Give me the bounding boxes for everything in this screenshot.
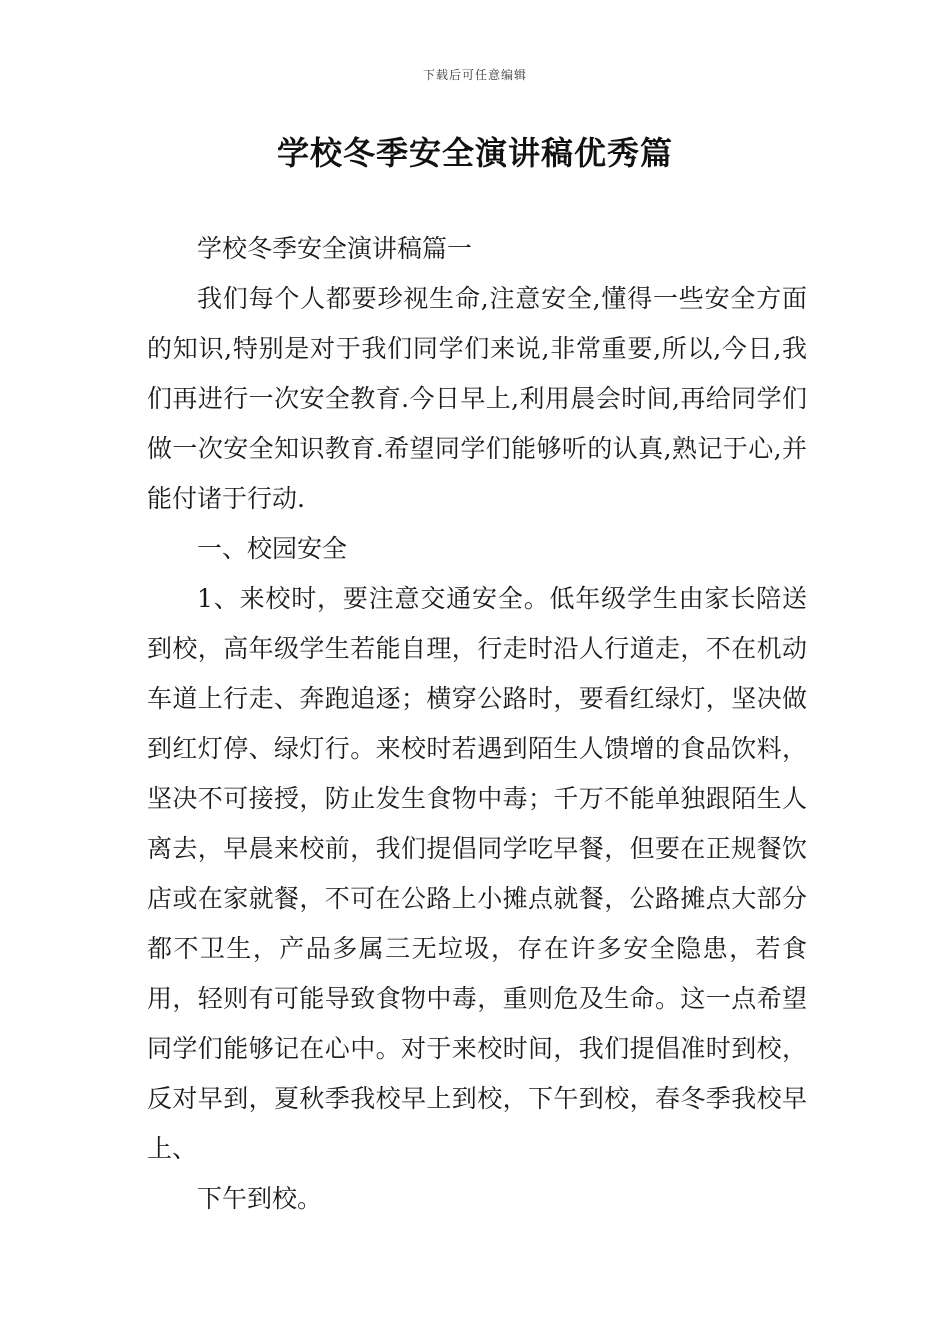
document-body [147,224,807,1224]
section-heading: 一、校园安全 [197,534,348,563]
body-paragraph: 我们每个人都要珍视生命,注意安全,懂得一些安全方面的知识,特别是对于我们同学们来说,非常重要,所以,今日,我们再进行一次安全教育.今日早上,利用晨会时间,再给同学们做一次安全知识教育.希望同学们能够听的认真,熟记于心,并能付诸于行动. [147,284,807,513]
body-paragraph: 1、来校时，要注意交通安全。低年级学生由家长陪送到校，高年级学生若能自理，行走时沿人行道走，不在机动车道上行走、奔跑追逐；横穿公路时，要看红绿灯，坚决做到红灯停、绿灯行。来校时若遇到陌生人馈增的食品饮料，坚决不可接授，防止发生食物中毒；千万不能单独跟陌生人离去，早晨来校前，我们提倡同学吃早餐，但要在正规餐饮店或在家就餐，不可在公路上小摊点就餐，公路摊点大部分都不卫生，产品多属三无垃圾，存在许多安全隐患，若食用，轻则有可能导致食物中毒，重则危及生命。这一点希望同学们能够记在心中。对于来校时间，我们提倡准时到校，反对早到，夏秋季我校早上到校，下午到校，春冬季我校早上、 [147,584,807,1163]
header-note: 下载后可任意编辑 [422,68,527,82]
section-heading: 学校冬季安全演讲稿篇一 [197,234,473,263]
body-paragraph: 下午到校。 [197,1184,323,1213]
document-title: 学校冬季安全演讲稿优秀篇 [276,134,673,172]
